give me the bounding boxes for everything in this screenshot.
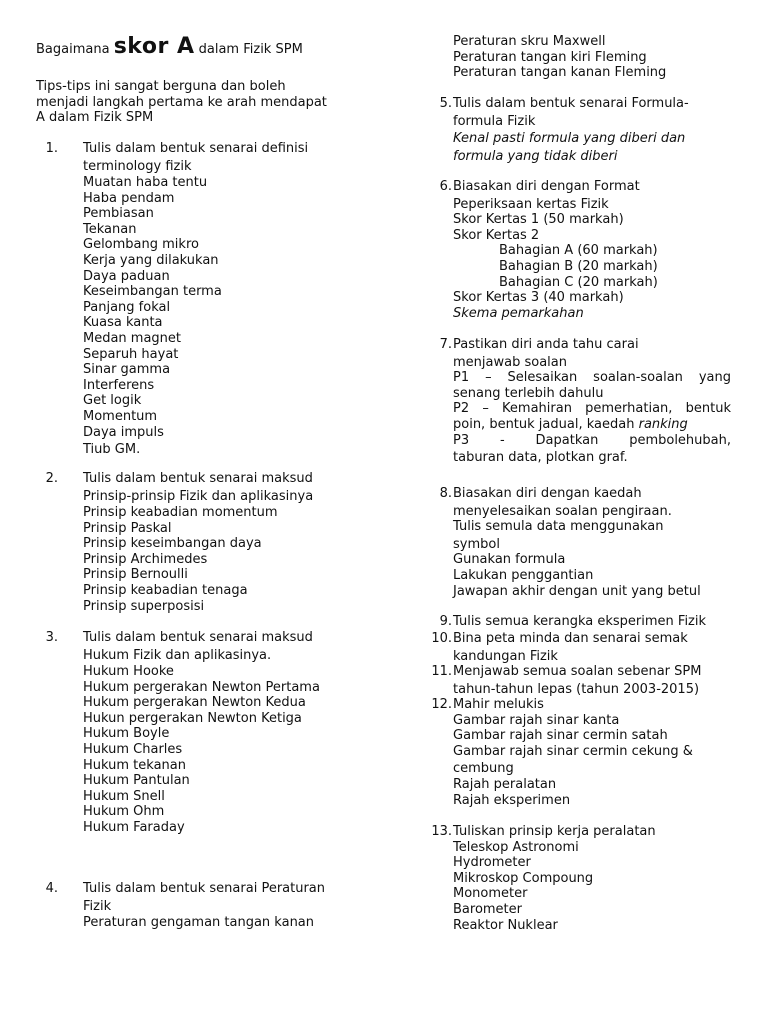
list-item: Haba pendam — [83, 190, 175, 206]
italic-note: formula yang tidak diberi — [453, 148, 618, 164]
paper-2-tip-text: poin, bentuk jadual, kaedah — [453, 416, 635, 432]
section-body — [453, 486, 701, 599]
section-body — [453, 697, 693, 808]
list-item: Separuh hayat — [83, 346, 179, 362]
principle-list — [83, 505, 278, 614]
list-item: Prinsip Archimedes — [83, 551, 208, 567]
rule-list-continued — [453, 34, 666, 81]
list-item: Gunakan formula — [453, 552, 566, 568]
section-number: 6. — [439, 179, 452, 194]
list-item: Tekanan — [83, 221, 137, 237]
list-item: Bahagian B (20 markah) — [499, 258, 658, 274]
heading-line: kandungan Fizik — [453, 648, 558, 664]
heading-line: Tulis dalam bentuk senarai definisi — [83, 141, 309, 156]
section-number: 8. — [439, 486, 452, 501]
list-item: Panjang fokal — [83, 299, 171, 315]
list-item: Gambar rajah sinar kanta — [453, 712, 620, 728]
list-item: Jawapan akhir dengan unit yang betul — [453, 583, 701, 599]
heading-line: Hukum Fizik dan aplikasinya. — [83, 648, 272, 663]
list-item: Bahagian C (20 markah) — [499, 274, 658, 290]
heading-line: Fizik — [83, 899, 112, 914]
section-heading — [83, 141, 308, 175]
section-body — [453, 824, 656, 933]
section-heading — [83, 881, 325, 915]
list-item: Lakukan penggantian — [453, 567, 594, 583]
heading-line: Mahir melukis — [453, 697, 544, 712]
heading-line: Tulis dalam bentuk senarai maksud — [83, 471, 313, 486]
list-item: Hukum Pantulan — [83, 773, 190, 789]
list-item: Mikroskop Compoung — [453, 870, 594, 886]
list-item: Skor Kertas 3 (40 markah) — [453, 290, 624, 306]
heading-line: Tulis dalam bentuk senarai maksud — [83, 630, 313, 645]
heading-line: Prinsip-prinsip Fizik dan aplikasinya — [83, 489, 314, 504]
intro-line: menjadi langkah pertama ke arah mendapat — [36, 94, 327, 110]
list-item: Interferens — [83, 377, 155, 393]
list-item: Tiub GM. — [83, 442, 141, 458]
paper-2-tip-italic: ranking — [638, 416, 688, 432]
list-item: Bahagian A (60 markah) — [499, 243, 658, 259]
list-item: Hukun pergerakan Newton Ketiga — [83, 710, 302, 726]
paper-2-tip — [453, 417, 731, 433]
list-item: Kuasa kanta — [83, 315, 163, 331]
list-item: Kerja yang dilakukan — [83, 252, 219, 268]
section-body — [453, 664, 701, 697]
list-item: Gambar rajah sinar cermin cekung & — [453, 743, 693, 759]
title-prefix: Bagaimana — [36, 42, 110, 57]
heading-line: Bina peta minda dan senarai semak — [453, 631, 688, 646]
list-item: Hukum pergerakan Newton Pertama — [83, 679, 320, 695]
section-number: 5. — [439, 96, 452, 111]
heading-line: Tulis dalam bentuk senarai Peraturan — [83, 881, 326, 896]
list-item: Keseimbangan terma — [83, 284, 222, 300]
paper-2-tip: P2 – Kemahiran pemerhatian, bentuk — [453, 401, 731, 417]
section-body — [453, 96, 689, 164]
list-item: Hukum pergerakan Newton Kedua — [83, 695, 306, 711]
definition-list — [83, 175, 222, 458]
section-heading — [83, 630, 313, 664]
list-item: Pembiasan — [83, 206, 154, 222]
paper-3-tip: P3 - Dapatkan pembolehubah, — [453, 432, 731, 448]
heading-line: terminology fizik — [83, 159, 192, 174]
section-body — [453, 631, 688, 664]
list-item: Prinsip Bernoulli — [83, 567, 188, 583]
list-item: Muatan haba tentu — [83, 175, 208, 190]
title-suffix: dalam Fizik SPM — [198, 42, 303, 57]
section-number: 10. — [431, 631, 452, 646]
heading-line: menjawab soalan — [453, 354, 567, 370]
list-item: Peraturan tangan kanan Fleming — [453, 65, 667, 81]
list-item: Hukum Ohm — [83, 804, 165, 820]
section-number: 7. — [439, 337, 452, 352]
list-item: Skor Kertas 2 — [453, 227, 540, 243]
paper-3-tip: taburan data, plotkan graf. — [453, 450, 628, 466]
section-heading — [83, 471, 313, 505]
list-item: Hukum Faraday — [83, 819, 185, 835]
list-item: Prinsip keabadian tenaga — [83, 582, 248, 598]
heading-line: Biasakan diri dengan Format — [453, 179, 640, 194]
document-title — [36, 34, 303, 59]
list-item: Medan magnet — [83, 330, 182, 346]
list-item: symbol — [453, 536, 500, 552]
section-number: 11. — [431, 664, 452, 679]
italic-note: Kenal pasti formula yang diberi dan — [453, 131, 686, 147]
list-item: Daya paduan — [83, 268, 170, 284]
paper-1-tip: P1 – Selesaikan soalan-soalan yang — [453, 370, 731, 386]
list-item: Rajah peralatan — [453, 776, 557, 792]
list-item: Gambar rajah sinar cermin satah — [453, 728, 668, 744]
list-item: Get logik — [83, 393, 142, 409]
list-item: Hukum Snell — [83, 788, 165, 804]
section-number: 3. — [45, 630, 58, 645]
list-item: cembung — [453, 761, 514, 777]
list-item: Peraturan gengaman tangan kanan — [83, 915, 315, 930]
italic-note: Skema pemarkahan — [453, 305, 584, 321]
list-item: Hukum tekanan — [83, 757, 186, 773]
section-number: 1. — [45, 141, 58, 156]
section-number: 13. — [431, 824, 452, 839]
heading-line: Pastikan diri anda tahu carai — [453, 337, 639, 352]
heading-line: Tulis semua kerangka eksperimen Fizik — [453, 614, 707, 629]
heading-line: Menjawab semua soalan sebenar SPM — [453, 664, 702, 679]
heading-line: Tulis dalam bentuk senarai Formula- — [453, 96, 689, 111]
heading-line: Tuliskan prinsip kerja peralatan — [453, 824, 656, 839]
list-item: Hukum Boyle — [83, 726, 170, 742]
list-item: Sinar gamma — [83, 362, 171, 378]
list-item: Barometer — [453, 901, 522, 917]
section-number: 2. — [45, 471, 58, 486]
list-item: Gelombang mikro — [83, 237, 199, 253]
section-body — [453, 179, 658, 321]
list-item: Monometer — [453, 886, 528, 902]
heading-line: formula Fizik — [453, 113, 536, 129]
heading-line: Biasakan diri dengan kaedah — [453, 486, 642, 501]
list-item: Prinsip keseimbangan daya — [83, 536, 262, 552]
section-number: 9. — [439, 614, 452, 629]
title-emphasis: skor A — [113, 34, 195, 59]
list-item: Reaktor Nuklear — [453, 917, 558, 933]
list-item: Teleskop Astronomi — [453, 839, 579, 855]
list-item: Daya impuls — [83, 424, 164, 440]
list-item: Tulis semula data menggunakan — [453, 519, 664, 535]
list-item: Prinsip superposisi — [83, 598, 205, 614]
paper-1-tip: senang terlebih dahulu — [453, 385, 604, 401]
list-item: Rajah eksperimen — [453, 792, 571, 808]
section-body — [453, 337, 731, 466]
list-item: Hukum Hooke — [83, 664, 174, 679]
intro-paragraph — [36, 79, 327, 126]
list-item: Peraturan tangan kiri Fleming — [453, 49, 647, 65]
list-item: Hydrometer — [453, 855, 531, 871]
intro-line: Tips-tips ini sangat berguna dan boleh — [36, 79, 286, 94]
section-body — [453, 614, 706, 630]
list-item: Momentum — [83, 408, 158, 424]
law-list — [83, 664, 320, 836]
section-number: 4. — [45, 881, 58, 896]
intro-line: A dalam Fizik SPM — [36, 110, 154, 125]
list-item: Prinsip Paskal — [83, 520, 172, 536]
list-item: Skor Kertas 1 (50 markah) — [453, 212, 624, 228]
heading-line: tahun-tahun lepas (tahun 2003-2015) — [453, 681, 700, 697]
list-item: Peraturan skru Maxwell — [453, 34, 606, 49]
list-item: Peperiksaan kertas Fizik — [453, 196, 609, 212]
list-item: Hukum Charles — [83, 741, 183, 757]
section-number: 12. — [431, 697, 452, 712]
heading-line: menyelesaikan soalan pengiraan. — [453, 503, 672, 519]
list-item: Prinsip keabadian momentum — [83, 505, 278, 520]
rule-list — [83, 915, 314, 931]
